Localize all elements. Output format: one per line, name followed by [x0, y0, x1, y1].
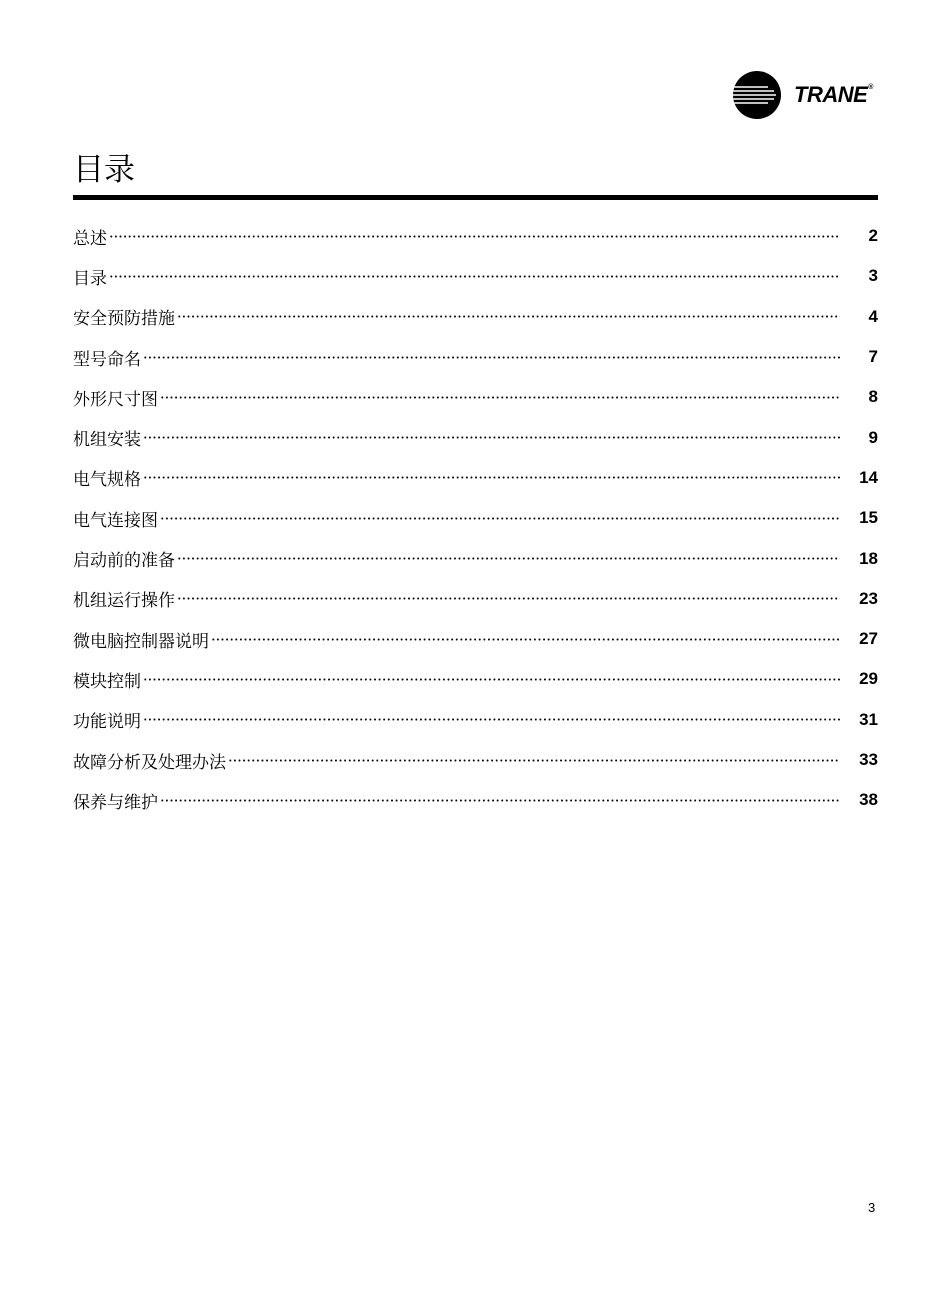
brand-name: TRANE® [794, 82, 873, 107]
toc-entry[interactable] [73, 780, 878, 820]
toc-entry-label: 启动前的准备 [73, 551, 175, 572]
toc-entry[interactable] [73, 659, 878, 699]
toc-entry-label: 功能说明 [73, 712, 141, 733]
dot-leader [160, 396, 840, 399]
dot-leader [160, 799, 840, 802]
toc-entry[interactable] [73, 740, 878, 780]
toc-entry-page: 9 [868, 427, 878, 447]
toc-entry-label: 机组安装 [73, 430, 141, 451]
dot-leader [160, 517, 840, 520]
dot-leader [177, 557, 840, 560]
toc-entry-page: 8 [868, 387, 878, 407]
dot-leader [143, 356, 840, 359]
toc-entry-page: 3 [868, 266, 878, 286]
toc-entry[interactable] [73, 297, 878, 337]
toc-entry[interactable] [73, 619, 878, 659]
toc-entry[interactable] [73, 256, 878, 296]
toc-entry-label: 安全预防措施 [73, 309, 175, 330]
toc-entry-page: 27 [859, 629, 878, 649]
toc-entry[interactable] [73, 417, 878, 457]
dot-leader [228, 759, 840, 762]
toc-entry-label: 总述 [73, 228, 107, 249]
toc-entry-page: 2 [868, 226, 878, 246]
toc-entry-label: 电气连接图 [73, 510, 158, 531]
table-of-contents [73, 216, 878, 820]
toc-entry-page: 18 [859, 548, 878, 568]
toc-entry-page: 38 [859, 790, 878, 810]
dot-leader [143, 436, 840, 439]
dot-leader [177, 597, 840, 600]
toc-entry-label: 外形尺寸图 [73, 389, 158, 410]
dot-leader [211, 638, 840, 641]
dot-leader [143, 678, 840, 681]
toc-entry-page: 4 [868, 306, 878, 326]
toc-entry[interactable] [73, 377, 878, 417]
toc-entry-label: 目录 [73, 268, 107, 289]
toc-entry-page: 15 [859, 508, 878, 528]
dot-leader [143, 476, 840, 479]
title-rule [73, 195, 878, 200]
trane-logo-icon [732, 70, 782, 120]
toc-entry-page: 31 [859, 709, 878, 729]
toc-entry-label: 微电脑控制器说明 [73, 631, 209, 652]
toc-entry[interactable] [73, 538, 878, 578]
dot-leader [109, 235, 840, 238]
dot-leader [143, 718, 840, 721]
toc-entry[interactable] [73, 458, 878, 498]
toc-entry-page: 29 [859, 669, 878, 689]
dot-leader [109, 275, 840, 278]
toc-entry-label: 模块控制 [73, 671, 141, 692]
toc-entry-label: 型号命名 [73, 349, 141, 370]
toc-entry-label: 机组运行操作 [73, 591, 175, 612]
toc-entry-page: 7 [868, 347, 878, 367]
trane-logo [732, 70, 873, 120]
toc-entry-label: 故障分析及处理办法 [73, 752, 226, 773]
toc-entry-page: 14 [859, 467, 878, 487]
page-title: 目录 [73, 152, 135, 188]
toc-entry[interactable] [73, 498, 878, 538]
toc-entry[interactable] [73, 337, 878, 377]
toc-entry[interactable] [73, 579, 878, 619]
page-number: 3 [868, 1200, 876, 1215]
dot-leader [177, 315, 840, 318]
toc-entry[interactable] [73, 700, 878, 740]
toc-entry-page: 33 [859, 750, 878, 769]
toc-entry-label: 电气规格 [73, 470, 141, 491]
toc-entry-label: 保养与维护 [73, 792, 158, 813]
toc-entry[interactable] [73, 216, 878, 256]
toc-entry-page: 23 [859, 588, 878, 608]
